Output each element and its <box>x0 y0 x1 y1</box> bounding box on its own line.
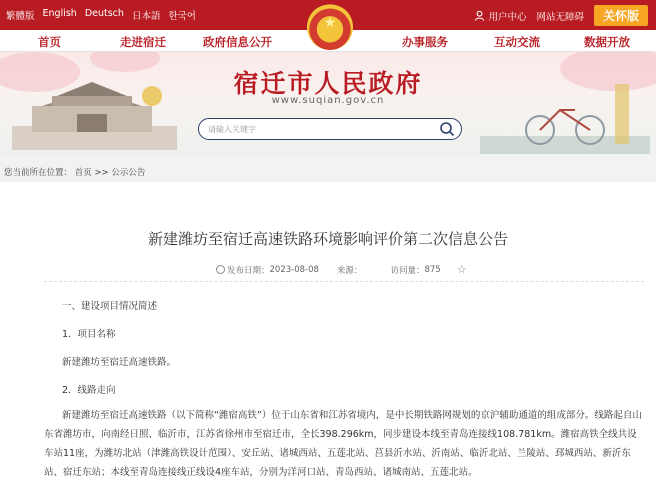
project-name-text: 新建潍坊至宿迁高速铁路。 <box>62 357 177 368</box>
search-box[interactable] <box>198 118 462 140</box>
care-mode-button[interactable]: 关怀版 <box>594 5 648 26</box>
lang-traditional[interactable]: 繁體版 <box>6 11 35 22</box>
national-emblem-icon: ★ <box>307 4 353 50</box>
meta-divider <box>44 281 644 282</box>
search-icon[interactable] <box>439 121 455 137</box>
nav-gov-info[interactable]: 政府信息公开 <box>203 35 272 49</box>
nav-open-data[interactable]: 数据开放 <box>584 35 630 49</box>
breadcrumb <box>4 166 145 178</box>
cyclist-illustration <box>480 80 650 154</box>
source-label: 来源： <box>336 265 363 276</box>
route-paragraph: 新建潍坊至宿迁高速铁路（以下简称“潍宿高铁”）位于山东省和江苏省境内，是中长期铁路网规划的京沪辅助通道的组成部分。线路起自山东省潍坊市，向南经日照、临沂市，江苏省徐州市至宿迁市，全长398.296km，同步建设本线至青岛连接线108.781km。潍宿高铁全线共设车站11座，为潍坊北站（津潍高铁设计范围）、安丘站、诸城西站、五莲北站、莒县沂水站、沂南站、临沂北站、兰陵站、邳城西站、新沂东站、宿迁东站；本线至青岛连接线正线设4座车站，分别为洋河口站、青岛西站、诸城南站、五莲北站。 <box>44 410 642 478</box>
publish-date: 2023-08-08 <box>269 264 319 275</box>
article-meta <box>216 263 467 276</box>
nav-about[interactable]: 走进宿迁 <box>120 35 166 49</box>
lang-german[interactable]: Deutsch <box>84 8 124 19</box>
views-count: 875 <box>424 264 441 275</box>
breadcrumb-home[interactable]: 首页 <box>74 168 92 178</box>
breadcrumb-notices[interactable]: 公示公告 <box>111 168 146 178</box>
header-banner <box>0 52 656 155</box>
nav-home[interactable]: 首页 <box>38 35 61 49</box>
lang-korean[interactable]: 한국어 <box>168 11 196 22</box>
lang-japanese[interactable]: 日本語 <box>131 11 161 22</box>
article-title: 新建潍坊至宿迁高速铁路环境影响评价第二次信息公告 <box>147 230 508 248</box>
breadcrumb-separator: >> <box>94 168 109 178</box>
lang-english[interactable]: English <box>42 8 77 19</box>
nav-interaction[interactable]: 互动交流 <box>494 35 540 49</box>
article-card <box>0 182 656 502</box>
site-title: 宿迁市人民政府 <box>233 69 423 98</box>
user-center-label: 用户中心 <box>488 11 527 23</box>
subheading-project-name: 1．项目名称 <box>62 329 116 340</box>
site-url: www.suqian.gov.cn <box>271 95 385 106</box>
breadcrumb-label: 您当前所在位置： <box>4 168 73 178</box>
user-center-link[interactable] <box>474 9 526 23</box>
views-label: 访问量： <box>390 265 425 276</box>
clock-icon <box>216 265 225 274</box>
favorite-star-icon[interactable]: ☆ <box>456 263 467 276</box>
subheading-route: 2．线路走向 <box>62 385 116 396</box>
language-switcher <box>6 8 196 22</box>
date-label: 发布日期： <box>227 265 270 276</box>
search-placeholder: 请输入关键字 <box>208 125 256 134</box>
accessibility-link[interactable]: 网站无障碍 <box>536 11 584 23</box>
section-heading: 一、建设项目情况简述 <box>62 301 158 312</box>
nav-services[interactable]: 办事服务 <box>402 35 448 49</box>
user-icon <box>474 10 485 21</box>
